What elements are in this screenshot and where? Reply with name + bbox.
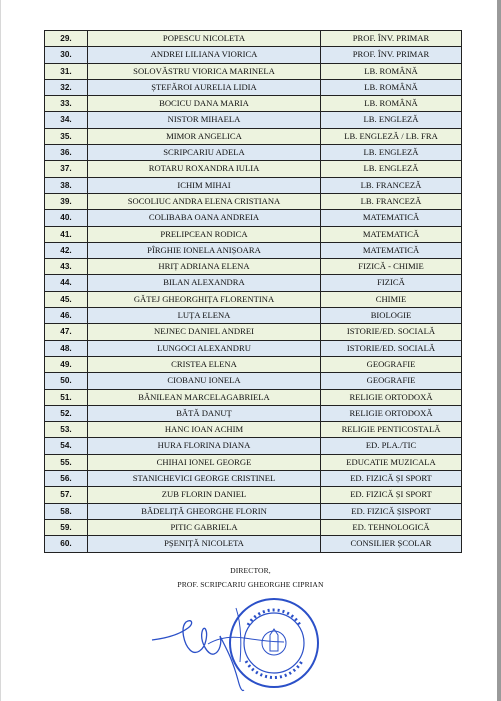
row-number: 48.: [45, 340, 88, 356]
subject: LB. ENGLEZĂ: [321, 145, 462, 161]
table-row: [45, 373, 462, 389]
subject: PROF. ÎNV. PRIMAR: [321, 47, 462, 63]
table-row: [45, 519, 462, 535]
teacher-name: BĂTĂ DANUȚ: [88, 405, 321, 421]
table-row: [45, 389, 462, 405]
teacher-name: CRISTEA ELENA: [88, 356, 321, 372]
row-number: 40.: [45, 210, 88, 226]
teacher-name: MIMOR ANGELICA: [88, 128, 321, 144]
subject: LB. ROMÂNĂ: [321, 79, 462, 95]
staff-table-body: [45, 31, 462, 553]
row-number: 51.: [45, 389, 88, 405]
subject: MATEMATICĂ: [321, 210, 462, 226]
page-edge-left: [0, 0, 1, 701]
teacher-name: NEJNEC DANIEL ANDREI: [88, 324, 321, 340]
table-row: [45, 210, 462, 226]
subject: LB. FRANCEZĂ: [321, 177, 462, 193]
table-row: [45, 177, 462, 193]
table-row: [45, 454, 462, 470]
teacher-name: COLIBABA OANA ANDREIA: [88, 210, 321, 226]
teacher-name: LUNGOCI ALEXANDRU: [88, 340, 321, 356]
subject: PROF. ÎNV. PRIMAR: [321, 31, 462, 47]
row-number: 56.: [45, 471, 88, 487]
subject: RELIGIE ORTODOXĂ: [321, 389, 462, 405]
subject: LB. ENGLEZĂ / LB. FRA: [321, 128, 462, 144]
row-number: 31.: [45, 63, 88, 79]
teacher-name: PITIC GABRIELA: [88, 519, 321, 535]
table-row: [45, 405, 462, 421]
teacher-name: PȘENIȚĂ NICOLETA: [88, 536, 321, 552]
row-number: 49.: [45, 356, 88, 372]
teacher-name: ROTARU ROXANDRA IULIA: [88, 161, 321, 177]
row-number: 59.: [45, 519, 88, 535]
row-number: 37.: [45, 161, 88, 177]
table-row: [45, 275, 462, 291]
row-number: 45.: [45, 291, 88, 307]
subject: MATEMATICĂ: [321, 242, 462, 258]
row-number: 47.: [45, 324, 88, 340]
table-row: [45, 536, 462, 552]
director-name: PROF. SCRIPCARIU GHEORGHE CIPRIAN: [177, 580, 324, 589]
row-number: 55.: [45, 454, 88, 470]
teacher-name: LUȚA ELENA: [88, 308, 321, 324]
teacher-name: HURA FLORINA DIANA: [88, 438, 321, 454]
table-row: [45, 112, 462, 128]
page-edge-right: [497, 0, 501, 701]
table-row: [45, 128, 462, 144]
subject: MATEMATICĂ: [321, 226, 462, 242]
table-row: [45, 340, 462, 356]
subject: ED. FIZICĂ ȘI SPORT: [321, 471, 462, 487]
table-row: [45, 145, 462, 161]
teacher-name: BĂDELIȚĂ GHEORGHE FLORIN: [88, 503, 321, 519]
row-number: 35.: [45, 128, 88, 144]
subject: LB. FRANCEZĂ: [321, 193, 462, 209]
table-row: [45, 193, 462, 209]
teacher-name: ANDREI LILIANA VIORICA: [88, 47, 321, 63]
teacher-name: ICHIM MIHAI: [88, 177, 321, 193]
subject: LB. ROMÂNĂ: [321, 63, 462, 79]
subject: CHIMIE: [321, 291, 462, 307]
subject: ED. FIZICĂ ȘI SPORT: [321, 487, 462, 503]
row-number: 60.: [45, 536, 88, 552]
teacher-name: HANC IOAN ACHIM: [88, 422, 321, 438]
row-number: 54.: [45, 438, 88, 454]
subject: GEOGRAFIE: [321, 373, 462, 389]
director-title: DIRECTOR,: [230, 566, 271, 575]
row-number: 53.: [45, 422, 88, 438]
table-row: [45, 161, 462, 177]
teacher-name: SOLOVĂSTRU VIORICA MARINELA: [88, 63, 321, 79]
table-row: [45, 324, 462, 340]
teacher-name: STANICHEVICI GEORGE CRISTINEL: [88, 471, 321, 487]
teacher-name: ȘTEFĂROI AURELIA LIDIA: [88, 79, 321, 95]
table-row: [45, 356, 462, 372]
teacher-name: SOCOLIUC ANDRA ELENA CRISTIANA: [88, 193, 321, 209]
row-number: 29.: [45, 31, 88, 47]
table-row: [45, 226, 462, 242]
table-row: [45, 79, 462, 95]
teacher-name: GĂTEJ GHEORGHIȚA FLORENTINA: [88, 291, 321, 307]
table-row: [45, 242, 462, 258]
teacher-name: SCRIPCARIU ADELA: [88, 145, 321, 161]
row-number: 41.: [45, 226, 88, 242]
row-number: 42.: [45, 242, 88, 258]
teacher-name: PRELIPCEAN RODICA: [88, 226, 321, 242]
teacher-name: PÎRGHIE IONELA ANIȘOARA: [88, 242, 321, 258]
subject: LB. ENGLEZĂ: [321, 161, 462, 177]
subject: RELIGIE PENTICOSTALĂ: [321, 422, 462, 438]
subject: CONSILIER ȘCOLAR: [321, 536, 462, 552]
official-stamp: [226, 595, 322, 691]
subject: FIZICĂ: [321, 275, 462, 291]
table-row: [45, 259, 462, 275]
row-number: 36.: [45, 145, 88, 161]
subject: GEOGRAFIE: [321, 356, 462, 372]
row-number: 33.: [45, 96, 88, 112]
teacher-name: BĂNILEAN MARCELAGABRIELA: [88, 389, 321, 405]
table-row: [45, 47, 462, 63]
subject: EDUCATIE MUZICALA: [321, 454, 462, 470]
table-row: [45, 487, 462, 503]
table-row: [45, 438, 462, 454]
table-row: [45, 96, 462, 112]
row-number: 52.: [45, 405, 88, 421]
teacher-name: CIOBANU IONELA: [88, 373, 321, 389]
table-row: [45, 291, 462, 307]
row-number: 58.: [45, 503, 88, 519]
row-number: 44.: [45, 275, 88, 291]
table-row: [45, 422, 462, 438]
table-row: [45, 471, 462, 487]
teacher-name: HRIȚ ADRIANA ELENA: [88, 259, 321, 275]
teacher-name: NISTOR MIHAELA: [88, 112, 321, 128]
row-number: 30.: [45, 47, 88, 63]
subject: ED. PLA./TIC: [321, 438, 462, 454]
row-number: 46.: [45, 308, 88, 324]
teacher-name: CHIHAI IONEL GEORGE: [88, 454, 321, 470]
subject: LB. ROMÂNĂ: [321, 96, 462, 112]
teacher-name: BOCICU DANA MARIA: [88, 96, 321, 112]
teacher-name: POPESCU NICOLETA: [88, 31, 321, 47]
subject: ISTORIE/ED. SOCIALĂ: [321, 340, 462, 356]
staff-table: [44, 30, 462, 553]
subject: FIZICĂ - CHIMIE: [321, 259, 462, 275]
row-number: 39.: [45, 193, 88, 209]
subject: ISTORIE/ED. SOCIALĂ: [321, 324, 462, 340]
table-row: [45, 31, 462, 47]
subject: BIOLOGIE: [321, 308, 462, 324]
table-row: [45, 308, 462, 324]
subject: RELIGIE ORTODOXĂ: [321, 405, 462, 421]
table-row: [45, 503, 462, 519]
teacher-name: BILAN ALEXANDRA: [88, 275, 321, 291]
row-number: 32.: [45, 79, 88, 95]
row-number: 57.: [45, 487, 88, 503]
row-number: 38.: [45, 177, 88, 193]
row-number: 43.: [45, 259, 88, 275]
subject: LB. ENGLEZĂ: [321, 112, 462, 128]
row-number: 34.: [45, 112, 88, 128]
subject: ED. FIZICĂ ȘISPORT: [321, 503, 462, 519]
row-number: 50.: [45, 373, 88, 389]
table-row: [45, 63, 462, 79]
teacher-name: ZUB FLORIN DANIEL: [88, 487, 321, 503]
subject: ED. TEHNOLOGICĂ: [321, 519, 462, 535]
